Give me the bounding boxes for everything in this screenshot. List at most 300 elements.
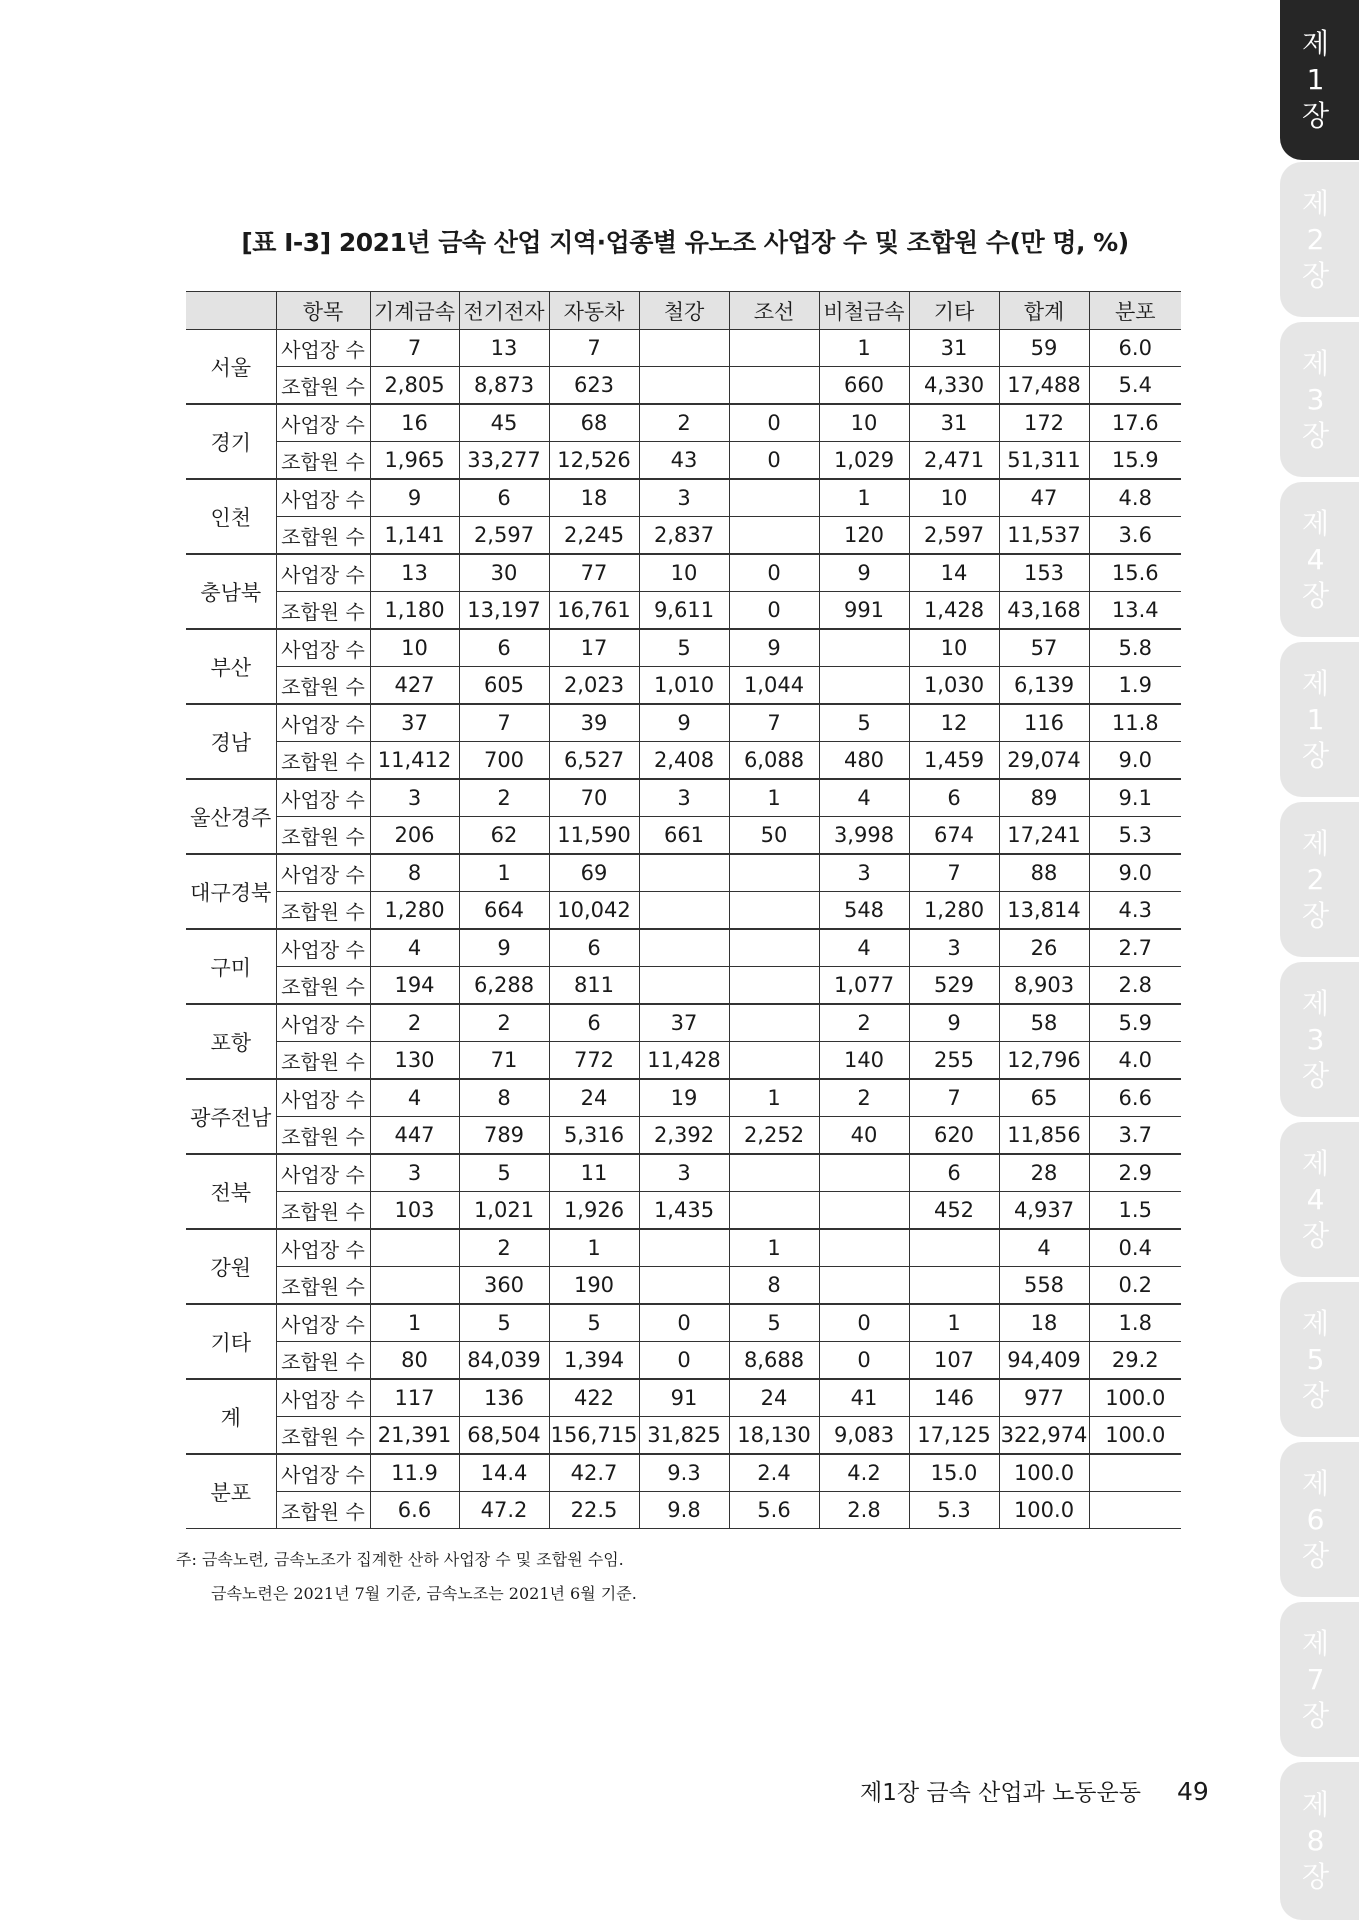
item-cell: 사업장 수 bbox=[276, 479, 370, 517]
item-cell: 조합원 수 bbox=[276, 742, 370, 780]
value-cell: 2.8 bbox=[1089, 967, 1181, 1005]
value-cell: 26 bbox=[999, 929, 1089, 967]
chapter-tab[interactable] bbox=[1280, 1282, 1359, 1437]
value-cell: 7 bbox=[909, 854, 999, 892]
region-cell: 전북 bbox=[186, 1154, 276, 1229]
value-cell: 3 bbox=[639, 479, 729, 517]
table-row bbox=[186, 1004, 1181, 1042]
value-cell: 1,077 bbox=[819, 967, 909, 1005]
region-cell: 울산경주 bbox=[186, 779, 276, 854]
item-cell: 조합원 수 bbox=[276, 1117, 370, 1155]
table-row bbox=[186, 1267, 1181, 1305]
item-cell: 조합원 수 bbox=[276, 1492, 370, 1529]
value-cell: 1 bbox=[370, 1304, 459, 1342]
value-cell: 9,083 bbox=[819, 1417, 909, 1455]
value-cell bbox=[639, 967, 729, 1005]
region-cell: 경남 bbox=[186, 704, 276, 779]
value-cell: 59 bbox=[999, 330, 1089, 367]
value-cell: 2.8 bbox=[819, 1492, 909, 1529]
value-cell: 13 bbox=[370, 554, 459, 592]
value-cell: 1.9 bbox=[1089, 667, 1181, 705]
value-cell: 146 bbox=[909, 1379, 999, 1417]
value-cell: 194 bbox=[370, 967, 459, 1005]
value-cell bbox=[639, 1267, 729, 1305]
value-cell: 558 bbox=[999, 1267, 1089, 1305]
chapter-tab-label: 제 1 장 bbox=[1301, 27, 1330, 132]
value-cell: 15.6 bbox=[1089, 554, 1181, 592]
value-cell: 5.3 bbox=[1089, 817, 1181, 855]
value-cell: 0 bbox=[729, 554, 819, 592]
value-cell: 11,412 bbox=[370, 742, 459, 780]
value-cell: 427 bbox=[370, 667, 459, 705]
column-header: 자동차 bbox=[549, 292, 639, 330]
value-cell: 991 bbox=[819, 592, 909, 630]
value-cell: 15.9 bbox=[1089, 442, 1181, 480]
value-cell: 9 bbox=[370, 479, 459, 517]
value-cell: 14 bbox=[909, 554, 999, 592]
header-corner bbox=[186, 292, 276, 330]
chapter-side-tabs bbox=[1280, 0, 1359, 1920]
value-cell: 1,428 bbox=[909, 592, 999, 630]
value-cell: 4,330 bbox=[909, 367, 999, 405]
value-cell: 605 bbox=[459, 667, 549, 705]
chapter-tab[interactable] bbox=[1280, 482, 1359, 637]
value-cell: 1,021 bbox=[459, 1192, 549, 1230]
value-cell: 1,965 bbox=[370, 442, 459, 480]
value-cell bbox=[819, 1267, 909, 1305]
item-cell: 조합원 수 bbox=[276, 667, 370, 705]
value-cell: 117 bbox=[370, 1379, 459, 1417]
value-cell: 12 bbox=[909, 704, 999, 742]
value-cell: 255 bbox=[909, 1042, 999, 1080]
value-cell: 156,715 bbox=[549, 1417, 639, 1455]
value-cell bbox=[729, 330, 819, 367]
value-cell: 8,873 bbox=[459, 367, 549, 405]
note-line: 금속노련은 2021년 7월 기준, 금속노조는 2021년 6월 기준. bbox=[211, 1584, 637, 1603]
value-cell: 80 bbox=[370, 1342, 459, 1380]
value-cell bbox=[639, 854, 729, 892]
table-row bbox=[186, 517, 1181, 555]
chapter-tab-label: 제 3 장 bbox=[1301, 986, 1330, 1092]
chapter-tab[interactable] bbox=[1280, 1442, 1359, 1597]
value-cell: 172 bbox=[999, 404, 1089, 442]
value-cell: 1.8 bbox=[1089, 1304, 1181, 1342]
value-cell: 7 bbox=[729, 704, 819, 742]
value-cell: 4 bbox=[370, 929, 459, 967]
value-cell: 9 bbox=[639, 704, 729, 742]
value-cell: 120 bbox=[819, 517, 909, 555]
value-cell: 100.0 bbox=[999, 1492, 1089, 1529]
item-cell: 조합원 수 bbox=[276, 817, 370, 855]
region-cell: 경기 bbox=[186, 404, 276, 479]
value-cell: 2,392 bbox=[639, 1117, 729, 1155]
value-cell: 103 bbox=[370, 1192, 459, 1230]
value-cell: 2.4 bbox=[729, 1454, 819, 1492]
table-row bbox=[186, 592, 1181, 630]
value-cell: 12,526 bbox=[549, 442, 639, 480]
column-header: 합계 bbox=[999, 292, 1089, 330]
value-cell: 0 bbox=[819, 1342, 909, 1380]
region-cell: 계 bbox=[186, 1379, 276, 1454]
value-cell: 2 bbox=[639, 404, 729, 442]
chapter-tab[interactable] bbox=[1280, 0, 1359, 160]
region-cell: 분포 bbox=[186, 1454, 276, 1529]
value-cell: 13,197 bbox=[459, 592, 549, 630]
region-cell: 부산 bbox=[186, 629, 276, 704]
table-row bbox=[186, 1304, 1181, 1342]
value-cell bbox=[729, 517, 819, 555]
value-cell: 4 bbox=[370, 1079, 459, 1117]
item-cell: 사업장 수 bbox=[276, 854, 370, 892]
item-cell: 사업장 수 bbox=[276, 929, 370, 967]
value-cell: 9.3 bbox=[639, 1454, 729, 1492]
value-cell: 21,391 bbox=[370, 1417, 459, 1455]
chapter-tab[interactable] bbox=[1280, 1762, 1359, 1920]
value-cell: 42.7 bbox=[549, 1454, 639, 1492]
value-cell bbox=[819, 629, 909, 667]
value-cell: 31 bbox=[909, 404, 999, 442]
value-cell: 3 bbox=[909, 929, 999, 967]
value-cell: 660 bbox=[819, 367, 909, 405]
value-cell: 5.6 bbox=[729, 1492, 819, 1529]
value-cell: 100.0 bbox=[999, 1454, 1089, 1492]
chapter-tab[interactable] bbox=[1280, 1602, 1359, 1757]
value-cell: 15.0 bbox=[909, 1454, 999, 1492]
table-row bbox=[186, 1042, 1181, 1080]
value-cell: 153 bbox=[999, 554, 1089, 592]
table-row bbox=[186, 404, 1181, 442]
value-cell: 9.0 bbox=[1089, 742, 1181, 780]
value-cell: 2 bbox=[370, 1004, 459, 1042]
region-cell: 포항 bbox=[186, 1004, 276, 1079]
value-cell: 1 bbox=[909, 1304, 999, 1342]
value-cell bbox=[729, 892, 819, 930]
column-header: 비철금속 bbox=[819, 292, 909, 330]
value-cell: 620 bbox=[909, 1117, 999, 1155]
value-cell: 2,245 bbox=[549, 517, 639, 555]
value-cell: 700 bbox=[459, 742, 549, 780]
value-cell: 6 bbox=[459, 629, 549, 667]
value-cell: 422 bbox=[549, 1379, 639, 1417]
column-header: 기계금속 bbox=[370, 292, 459, 330]
chapter-tab-label: 제 2 장 bbox=[1301, 186, 1330, 292]
value-cell: 24 bbox=[549, 1079, 639, 1117]
column-header: 철강 bbox=[639, 292, 729, 330]
value-cell: 33,277 bbox=[459, 442, 549, 480]
column-header: 전기전자 bbox=[459, 292, 549, 330]
page-footer bbox=[860, 1774, 1209, 1807]
value-cell: 57 bbox=[999, 629, 1089, 667]
value-cell: 17.6 bbox=[1089, 404, 1181, 442]
item-cell: 사업장 수 bbox=[276, 1454, 370, 1492]
value-cell bbox=[819, 1192, 909, 1230]
value-cell: 94,409 bbox=[999, 1342, 1089, 1380]
value-cell: 1,030 bbox=[909, 667, 999, 705]
value-cell: 8 bbox=[729, 1267, 819, 1305]
chapter-tab[interactable] bbox=[1280, 802, 1359, 957]
value-cell: 3,998 bbox=[819, 817, 909, 855]
value-cell: 0.4 bbox=[1089, 1229, 1181, 1267]
value-cell: 977 bbox=[999, 1379, 1089, 1417]
table-row bbox=[186, 742, 1181, 780]
value-cell: 1,141 bbox=[370, 517, 459, 555]
value-cell: 3 bbox=[639, 779, 729, 817]
chapter-tab-label: 제 8 장 bbox=[1301, 1788, 1330, 1893]
value-cell: 13 bbox=[459, 330, 549, 367]
value-cell: 0 bbox=[639, 1304, 729, 1342]
value-cell bbox=[729, 854, 819, 892]
region-cell: 대구경북 bbox=[186, 854, 276, 929]
table-row bbox=[186, 1492, 1181, 1529]
chapter-tab[interactable] bbox=[1280, 1122, 1359, 1277]
value-cell: 4 bbox=[819, 779, 909, 817]
value-cell: 68 bbox=[549, 404, 639, 442]
table-row bbox=[186, 442, 1181, 480]
value-cell: 772 bbox=[549, 1042, 639, 1080]
value-cell: 39 bbox=[549, 704, 639, 742]
chapter-tab-label: 제 7 장 bbox=[1301, 1626, 1330, 1732]
value-cell bbox=[729, 1004, 819, 1042]
table-row bbox=[186, 1117, 1181, 1155]
item-cell: 조합원 수 bbox=[276, 1342, 370, 1380]
table-row bbox=[186, 667, 1181, 705]
table-row bbox=[186, 629, 1181, 667]
value-cell: 2,597 bbox=[909, 517, 999, 555]
page-number: 49 bbox=[1176, 1777, 1209, 1806]
item-cell: 사업장 수 bbox=[276, 704, 370, 742]
value-cell bbox=[639, 367, 729, 405]
value-cell: 2.9 bbox=[1089, 1154, 1181, 1192]
item-cell: 사업장 수 bbox=[276, 1004, 370, 1042]
table-row bbox=[186, 330, 1181, 367]
value-cell: 1 bbox=[819, 330, 909, 367]
value-cell: 9,611 bbox=[639, 592, 729, 630]
table-row bbox=[186, 779, 1181, 817]
value-cell: 1,280 bbox=[909, 892, 999, 930]
value-cell bbox=[639, 892, 729, 930]
value-cell: 10 bbox=[639, 554, 729, 592]
value-cell: 5 bbox=[819, 704, 909, 742]
value-cell: 674 bbox=[909, 817, 999, 855]
table-row bbox=[186, 1154, 1181, 1192]
value-cell: 623 bbox=[549, 367, 639, 405]
chapter-tab[interactable] bbox=[1280, 642, 1359, 797]
value-cell: 1 bbox=[729, 1229, 819, 1267]
item-cell: 사업장 수 bbox=[276, 1079, 370, 1117]
value-cell: 5.3 bbox=[909, 1492, 999, 1529]
table-row bbox=[186, 704, 1181, 742]
item-cell: 사업장 수 bbox=[276, 330, 370, 367]
value-cell: 480 bbox=[819, 742, 909, 780]
value-cell: 9 bbox=[819, 554, 909, 592]
region-cell: 서울 bbox=[186, 330, 276, 405]
table-row bbox=[186, 1342, 1181, 1380]
value-cell: 11.9 bbox=[370, 1454, 459, 1492]
value-cell bbox=[729, 967, 819, 1005]
value-cell: 11,537 bbox=[999, 517, 1089, 555]
value-cell: 45 bbox=[459, 404, 549, 442]
chapter-tab[interactable] bbox=[1280, 322, 1359, 477]
value-cell: 5 bbox=[459, 1154, 549, 1192]
value-cell: 1.5 bbox=[1089, 1192, 1181, 1230]
value-cell bbox=[729, 367, 819, 405]
value-cell: 10 bbox=[819, 404, 909, 442]
value-cell: 91 bbox=[639, 1379, 729, 1417]
value-cell: 4.2 bbox=[819, 1454, 909, 1492]
chapter-title: 제1장 금속 산업과 노동운동 bbox=[860, 1780, 1141, 1806]
value-cell: 16,761 bbox=[549, 592, 639, 630]
value-cell: 17,125 bbox=[909, 1417, 999, 1455]
value-cell bbox=[639, 330, 729, 367]
chapter-tab[interactable] bbox=[1280, 962, 1359, 1117]
value-cell: 10,042 bbox=[549, 892, 639, 930]
value-cell: 7 bbox=[909, 1079, 999, 1117]
value-cell: 31,825 bbox=[639, 1417, 729, 1455]
value-cell: 22.5 bbox=[549, 1492, 639, 1529]
value-cell: 10 bbox=[909, 479, 999, 517]
value-cell: 2.7 bbox=[1089, 929, 1181, 967]
value-cell: 9 bbox=[729, 629, 819, 667]
item-cell: 조합원 수 bbox=[276, 367, 370, 405]
table-row bbox=[186, 554, 1181, 592]
region-cell: 기타 bbox=[186, 1304, 276, 1379]
data-table bbox=[186, 291, 1181, 1529]
value-cell: 19 bbox=[639, 1079, 729, 1117]
value-cell: 24 bbox=[729, 1379, 819, 1417]
value-cell: 9.8 bbox=[639, 1492, 729, 1529]
item-cell: 조합원 수 bbox=[276, 592, 370, 630]
table-row bbox=[186, 1079, 1181, 1117]
value-cell: 6,527 bbox=[549, 742, 639, 780]
value-cell bbox=[729, 929, 819, 967]
value-cell: 0 bbox=[819, 1304, 909, 1342]
table-header-row bbox=[186, 292, 1181, 330]
value-cell: 17,241 bbox=[999, 817, 1089, 855]
item-cell: 사업장 수 bbox=[276, 554, 370, 592]
region-cell: 구미 bbox=[186, 929, 276, 1004]
item-cell: 조합원 수 bbox=[276, 1192, 370, 1230]
value-cell: 43,168 bbox=[999, 592, 1089, 630]
value-cell: 47 bbox=[999, 479, 1089, 517]
value-cell: 548 bbox=[819, 892, 909, 930]
value-cell: 452 bbox=[909, 1192, 999, 1230]
chapter-tab-label: 제 4 장 bbox=[1301, 1146, 1330, 1252]
value-cell: 4.3 bbox=[1089, 892, 1181, 930]
value-cell: 5.9 bbox=[1089, 1004, 1181, 1042]
value-cell: 47.2 bbox=[459, 1492, 549, 1529]
value-cell: 130 bbox=[370, 1042, 459, 1080]
value-cell bbox=[819, 667, 909, 705]
value-cell: 1,394 bbox=[549, 1342, 639, 1380]
value-cell: 43 bbox=[639, 442, 729, 480]
value-cell: 18,130 bbox=[729, 1417, 819, 1455]
value-cell: 322,974 bbox=[999, 1417, 1089, 1455]
value-cell: 1 bbox=[459, 854, 549, 892]
value-cell: 13.4 bbox=[1089, 592, 1181, 630]
value-cell: 8 bbox=[459, 1079, 549, 1117]
value-cell: 6 bbox=[909, 779, 999, 817]
value-cell: 2,408 bbox=[639, 742, 729, 780]
chapter-tab-label: 제 1 장 bbox=[1301, 666, 1330, 772]
item-cell: 사업장 수 bbox=[276, 629, 370, 667]
value-cell: 5,316 bbox=[549, 1117, 639, 1155]
value-cell: 29.2 bbox=[1089, 1342, 1181, 1380]
value-cell: 0 bbox=[729, 442, 819, 480]
value-cell: 206 bbox=[370, 817, 459, 855]
value-cell: 100.0 bbox=[1089, 1379, 1181, 1417]
value-cell: 7 bbox=[459, 704, 549, 742]
table-row bbox=[186, 1229, 1181, 1267]
value-cell: 8,903 bbox=[999, 967, 1089, 1005]
value-cell: 0 bbox=[729, 592, 819, 630]
value-cell: 0 bbox=[729, 404, 819, 442]
value-cell bbox=[639, 929, 729, 967]
item-cell: 사업장 수 bbox=[276, 1154, 370, 1192]
value-cell: 40 bbox=[819, 1117, 909, 1155]
value-cell: 4.0 bbox=[1089, 1042, 1181, 1080]
value-cell: 6,139 bbox=[999, 667, 1089, 705]
value-cell: 6.6 bbox=[1089, 1079, 1181, 1117]
item-cell: 조합원 수 bbox=[276, 967, 370, 1005]
value-cell: 2 bbox=[819, 1004, 909, 1042]
value-cell: 2 bbox=[459, 1229, 549, 1267]
value-cell bbox=[729, 1042, 819, 1080]
value-cell: 31 bbox=[909, 330, 999, 367]
value-cell: 8,688 bbox=[729, 1342, 819, 1380]
value-cell: 3 bbox=[819, 854, 909, 892]
value-cell: 1,926 bbox=[549, 1192, 639, 1230]
value-cell: 71 bbox=[459, 1042, 549, 1080]
value-cell: 51,311 bbox=[999, 442, 1089, 480]
value-cell: 50 bbox=[729, 817, 819, 855]
value-cell: 1,010 bbox=[639, 667, 729, 705]
value-cell: 70 bbox=[549, 779, 639, 817]
value-cell bbox=[370, 1267, 459, 1305]
value-cell: 7 bbox=[370, 330, 459, 367]
value-cell: 10 bbox=[370, 629, 459, 667]
value-cell: 11,590 bbox=[549, 817, 639, 855]
value-cell: 5.4 bbox=[1089, 367, 1181, 405]
value-cell bbox=[1089, 1492, 1181, 1529]
item-cell: 사업장 수 bbox=[276, 779, 370, 817]
table-row bbox=[186, 479, 1181, 517]
value-cell: 41 bbox=[819, 1379, 909, 1417]
value-cell: 58 bbox=[999, 1004, 1089, 1042]
chapter-tab[interactable] bbox=[1280, 162, 1359, 317]
item-cell: 조합원 수 bbox=[276, 1042, 370, 1080]
value-cell: 9 bbox=[459, 929, 549, 967]
value-cell: 62 bbox=[459, 817, 549, 855]
value-cell: 1,280 bbox=[370, 892, 459, 930]
value-cell: 9.1 bbox=[1089, 779, 1181, 817]
value-cell: 37 bbox=[370, 704, 459, 742]
item-cell: 조합원 수 bbox=[276, 1417, 370, 1455]
value-cell: 10 bbox=[909, 629, 999, 667]
table-row bbox=[186, 1192, 1181, 1230]
value-cell: 28 bbox=[999, 1154, 1089, 1192]
value-cell bbox=[729, 1154, 819, 1192]
value-cell: 2,805 bbox=[370, 367, 459, 405]
value-cell: 116 bbox=[999, 704, 1089, 742]
table-notes bbox=[176, 1543, 637, 1611]
chapter-tab-label: 제 2 장 bbox=[1301, 826, 1330, 932]
item-cell: 조합원 수 bbox=[276, 1267, 370, 1305]
chapter-tab-label: 제 5 장 bbox=[1301, 1306, 1330, 1412]
value-cell: 69 bbox=[549, 854, 639, 892]
value-cell: 77 bbox=[549, 554, 639, 592]
value-cell: 1 bbox=[819, 479, 909, 517]
value-cell bbox=[819, 1229, 909, 1267]
